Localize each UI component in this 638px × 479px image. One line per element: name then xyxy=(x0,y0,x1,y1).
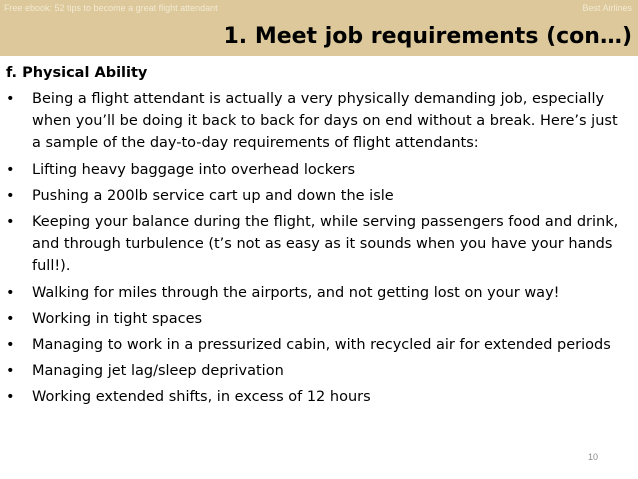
bullet-icon: • xyxy=(6,337,15,354)
slide-body xyxy=(6,62,630,413)
bullet-icon: • xyxy=(6,284,15,301)
list-item-text: Pushing a 200lb service cart up and down the isle xyxy=(32,187,394,204)
bullet-icon: • xyxy=(6,161,15,178)
brand-text: Best Airlines xyxy=(582,3,632,13)
list-item-text: Working in tight spaces xyxy=(32,310,203,327)
bullet-icon: • xyxy=(6,310,15,327)
list-item xyxy=(6,334,630,356)
list-item xyxy=(6,159,630,181)
list-item-text: Walking for miles through the airports, and not getting lost on your way! xyxy=(32,284,560,301)
bullet-icon: • xyxy=(6,363,15,380)
bullet-icon: • xyxy=(6,187,15,204)
slide-title: 1. Meet job requirements (con…) xyxy=(223,24,632,49)
bullet-list xyxy=(6,88,630,409)
list-item-text: Lifting heavy baggage into overhead lockers xyxy=(32,161,356,178)
list-item-text: Being a flight attendant is actually a very physically demanding job, especially when you’ll be doing it back to back for days on end without a break. Here’s just a sample of the day-to-day requirements of flight attendants: xyxy=(32,91,618,152)
ebook-promo-text: Free ebook: 52 tips to become a great flight attendant xyxy=(4,3,218,13)
bullet-icon: • xyxy=(6,91,15,107)
title-band xyxy=(0,0,638,56)
page-number: 10 xyxy=(588,452,599,462)
list-item xyxy=(6,308,630,330)
list-item-text: Managing to work in a pressurized cabin, with recycled air for extended periods xyxy=(32,337,611,354)
list-item xyxy=(6,185,630,207)
list-item-text: Keeping your balance during the flight, while serving passengers food and drink, and through turbulence (t’s not as easy as it sounds when you have your hands full!). xyxy=(32,214,619,275)
list-item xyxy=(6,88,630,155)
list-item xyxy=(6,282,630,304)
list-item xyxy=(6,211,630,278)
bullet-icon: • xyxy=(6,214,15,231)
list-item xyxy=(6,360,630,382)
section-heading: f. Physical Ability xyxy=(6,65,148,81)
bullet-icon: • xyxy=(6,389,15,406)
list-item xyxy=(6,386,630,408)
list-item-text: Working extended shifts, in excess of 12 hours xyxy=(32,389,371,406)
list-item-text: Managing jet lag/sleep deprivation xyxy=(32,363,284,380)
